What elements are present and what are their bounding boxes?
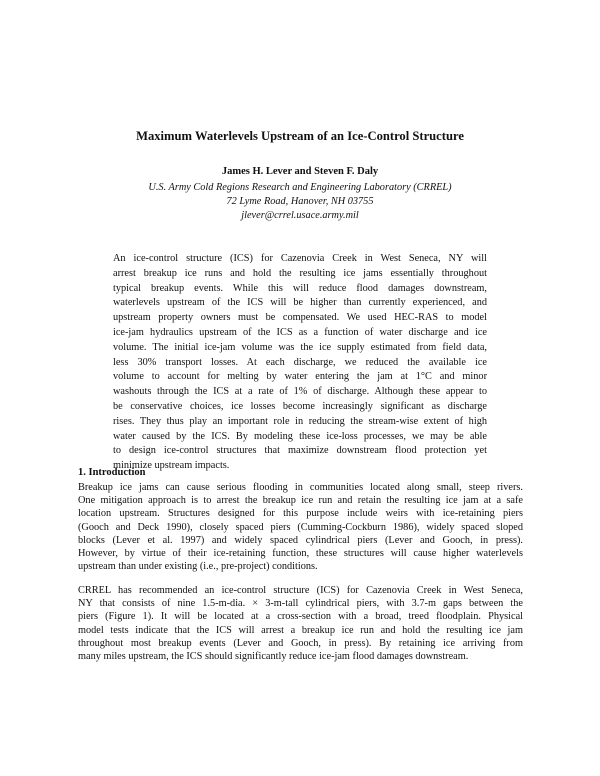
paragraph-line: CRREL has recommended an ice-control structure (ICS) for Cazenovia Creek in West Seneca, [78, 585, 523, 596]
paragraph-line: NY that consists of nine 1.5-m-dia. × 3-m-tall cylindrical piers, with 3.7-m gaps between the [78, 598, 523, 610]
authors: James H. Lever and Steven F. Daly [221, 166, 379, 177]
paragraph-line: upstream than under existing (i.e., pre-project) conditions. [78, 561, 318, 573]
abstract-line: waterlevels upstream of the ICS will be higher than currently experienced, and [113, 297, 487, 309]
abstract-line: be conservative choices, ice losses become increasingly significant as discharge [113, 400, 487, 412]
abstract-line: rises. They thus play an important role in reducing the stream-wise extent of high [113, 415, 487, 427]
affiliation-address: 72 Lyme Road, Hanover, NH 03755 [226, 196, 374, 207]
paragraph-line: throughout most breakup events (Lever and Gooch, in press). By retaining ice arriving from [78, 637, 523, 649]
intro-paragraph-2 [78, 584, 523, 663]
paragraph-line: model tests indicate that the ICS will arrest a breakup ice run and hold the resulting ice jam [78, 624, 523, 636]
abstract-line: ice-jam hydraulics upstream of the ICS as a function of water discharge and ice [113, 326, 487, 338]
author-email: jlever@crrel.usace.army.mil [241, 210, 359, 221]
abstract-line: minimize upstream impacts. [113, 460, 230, 472]
abstract-line: volume to account for melting by water entering the jam at 1°C and minor [113, 371, 487, 383]
section-heading: 1. Introduction [78, 467, 146, 478]
abstract-line: upstream property owners must be compensated. We used HEC-RAS to model [113, 312, 487, 324]
paper-title: Maximum Waterlevels Upstream of an Ice-Control Structure [136, 129, 464, 143]
intro-paragraph-1 [78, 481, 523, 573]
abstract-line: less 30% transport losses. At each discharge, we reduced the available ice [113, 356, 487, 368]
abstract-line: typical breakup events. While this will reduce flood damages downstream, [113, 282, 487, 294]
abstract-line: to design ice-control structures that maximize downstream flood protection yet [113, 445, 487, 457]
abstract-line: An ice-control structure (ICS) for Cazenovia Creek in West Seneca, NY will [113, 253, 487, 264]
paragraph-line: Breakup ice jams can cause serious flooding in communities located along small, steep rivers. [78, 482, 523, 493]
paragraph-line: blocks (Lever et al. 1997) and widely spaced cylindrical piers (Lever and Gooch, in press). [78, 534, 523, 546]
abstract-line: arrest breakup ice runs and hold the resulting ice jams essentially throughout [113, 267, 487, 279]
paragraph-line: (Gooch and Deck 1990), closely spaced piers (Cumming-Cockburn 1986), widely spaced sloped [78, 521, 523, 533]
abstract-line: volume. The initial ice-jam volume was the ice supply estimated from field data, [113, 341, 487, 353]
paragraph-line: many miles upstream, the ICS should significantly reduce ice-jam flood damages downstream. [78, 651, 469, 663]
paragraph-line: One mitigation approach is to arrest the breakup ice run and retain the resulting ice jam at a safe [78, 495, 523, 507]
paragraph-line: location upstream. Structures designed for this purpose include weirs with ice-retaining piers [78, 508, 523, 520]
abstract-line: water caused by the ICS. By modeling these ice-loss processes, we may be able [113, 430, 487, 442]
abstract [113, 252, 487, 474]
paragraph-line: piers (Figure 1). It will be located at a cross-section with a broad, treed floodplain. Physical [78, 611, 523, 623]
affiliation-institution: U.S. Army Cold Regions Research and Engineering Laboratory (CRREL) [148, 182, 452, 193]
abstract-line: washouts through the ICS at a rate of 1% of discharge. Although these appear to [113, 386, 487, 398]
paragraph-line: However, by virtue of their ice-retaining function, these structures will cause higher waterlevels [78, 548, 523, 560]
